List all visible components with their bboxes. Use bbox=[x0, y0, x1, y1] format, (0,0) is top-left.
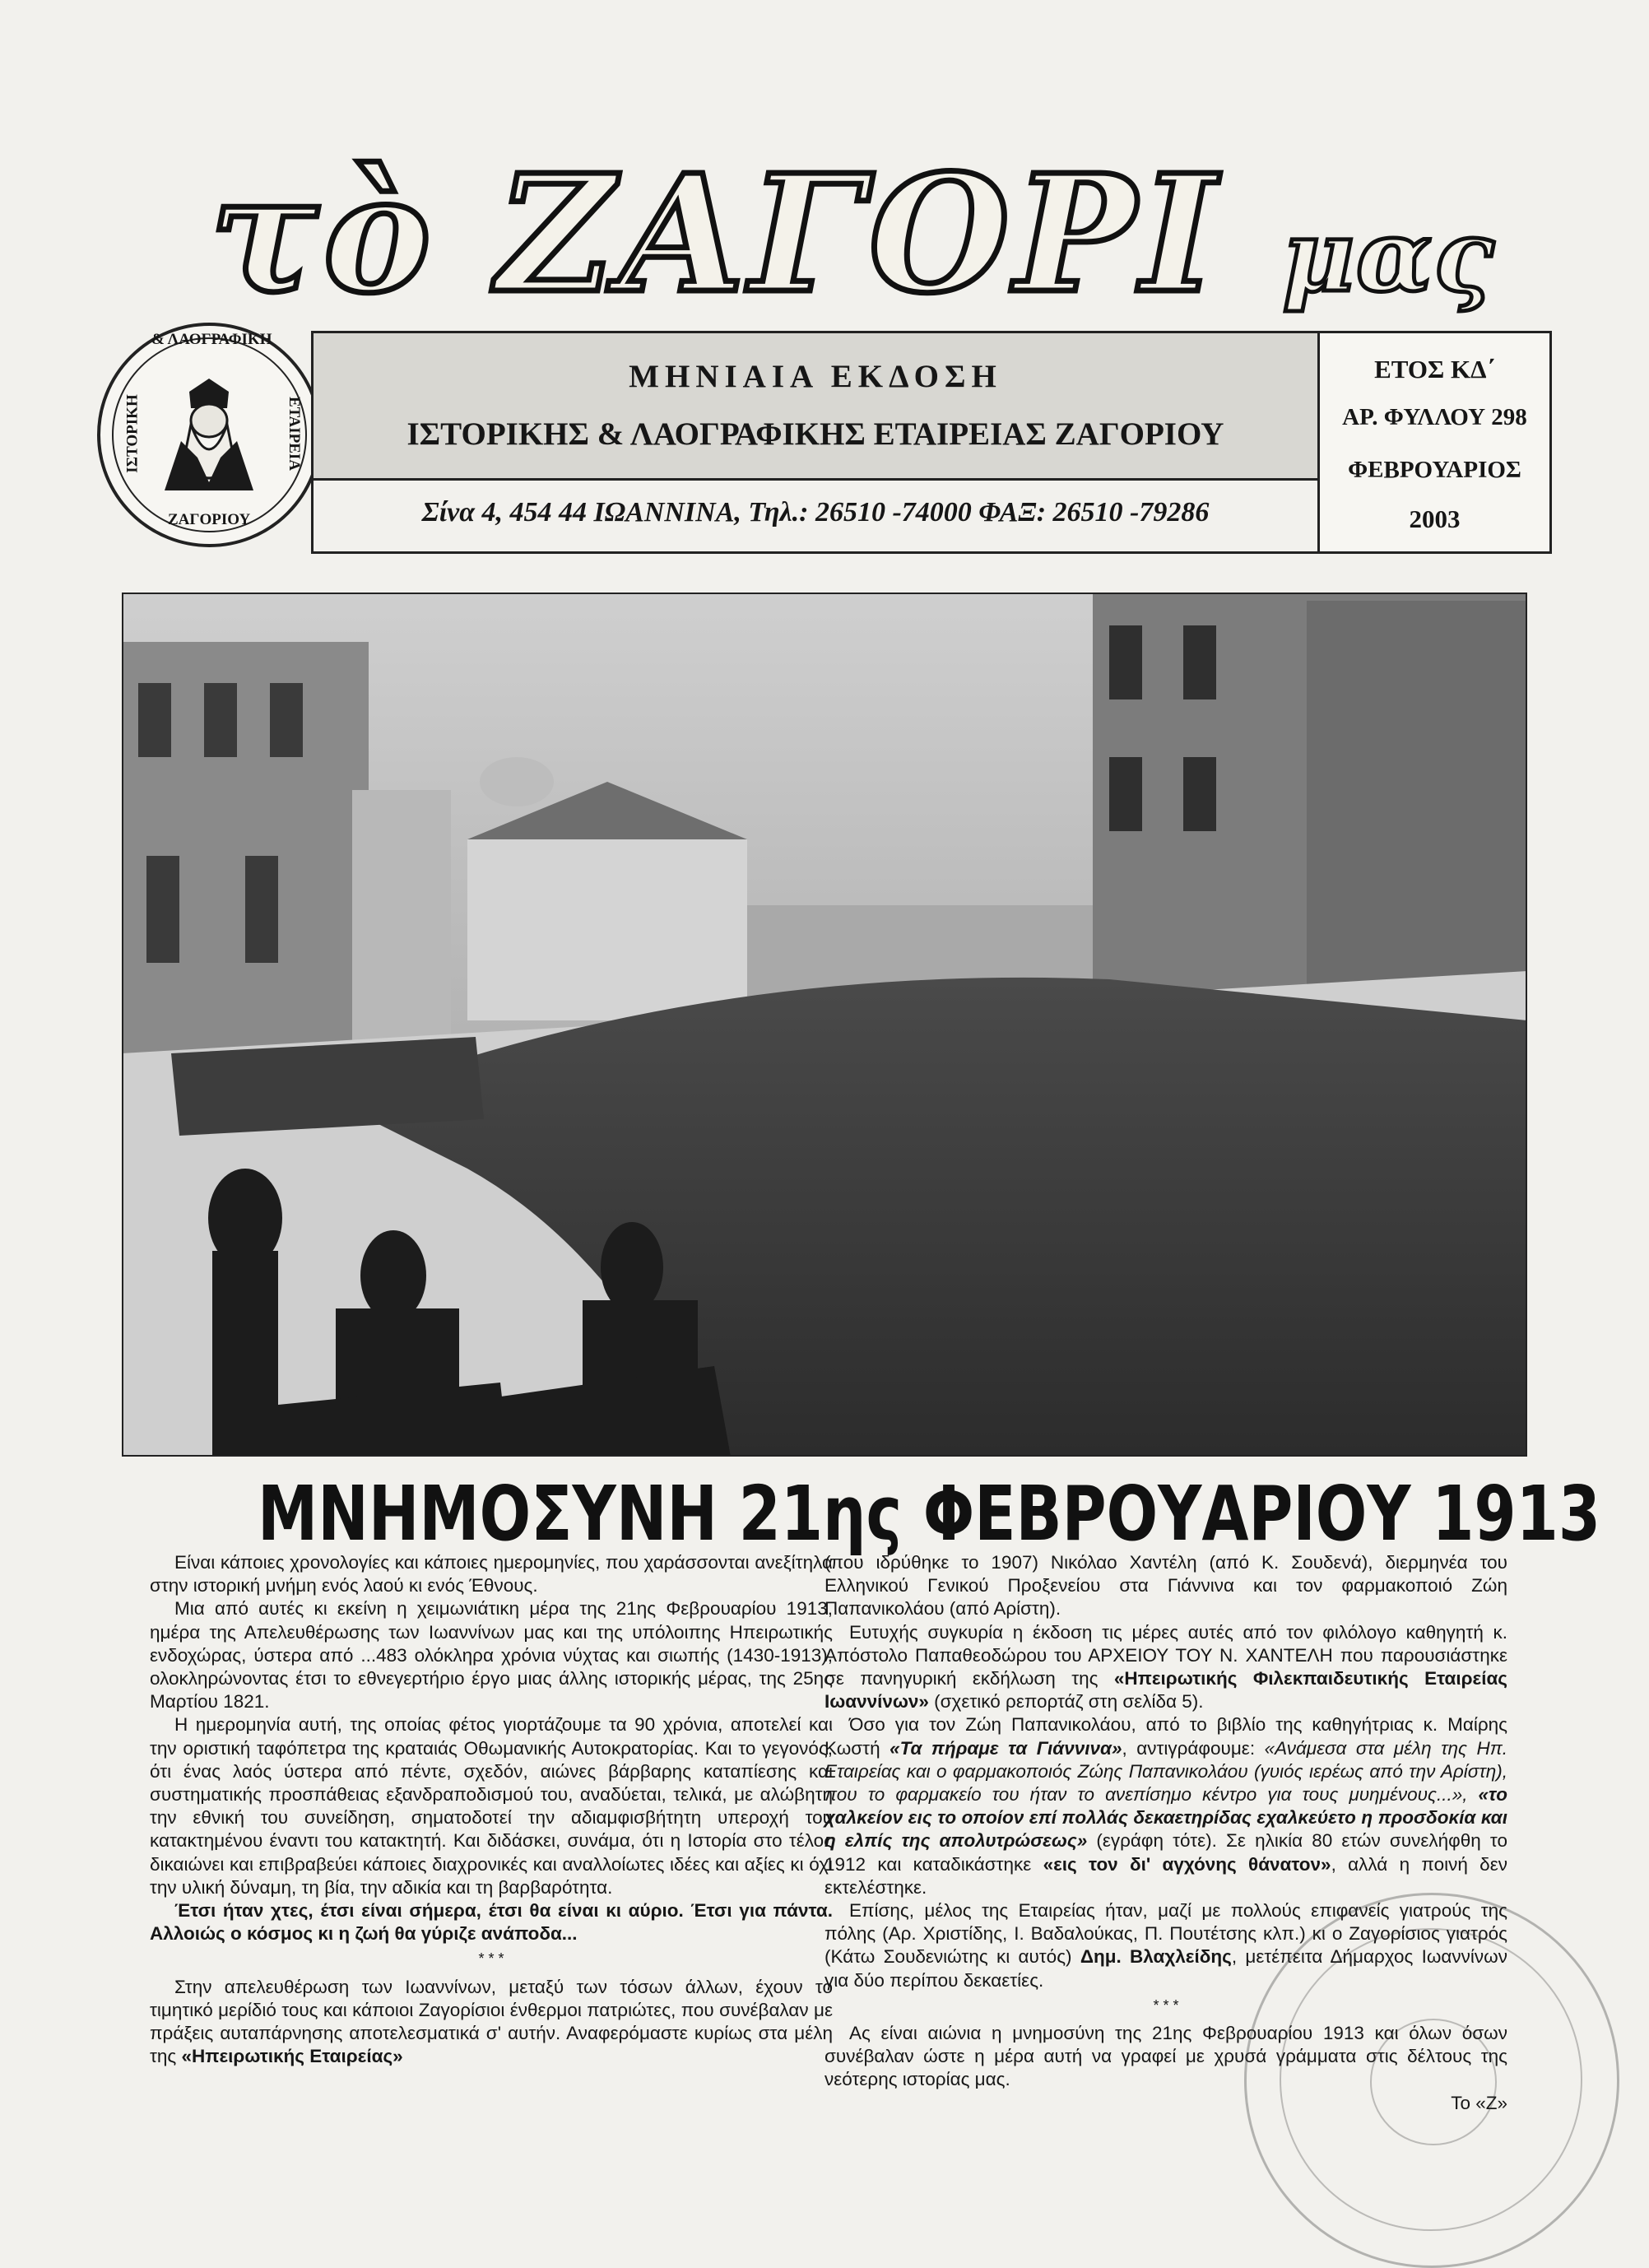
article-paragraph bbox=[824, 1713, 1507, 1899]
masthead-title-suffix: μας bbox=[1282, 198, 1496, 314]
masthead-title bbox=[210, 140, 1496, 329]
article-text-bold: «εις τον δι' αγχόνης θάνατον» bbox=[1043, 1853, 1331, 1875]
saint-figure-icon bbox=[156, 375, 262, 497]
logo-text-left: ΙΣΤΟΡΙΚΗ bbox=[123, 394, 142, 473]
issue-year: ΕΤΟΣ ΚΔ΄ bbox=[1374, 355, 1495, 383]
article-text: , μετέπειτα Δήμαρχος Ιωαννίνων για δύο περίπου δεκαετίες. bbox=[824, 1946, 1508, 1991]
historic-photo bbox=[122, 593, 1527, 1457]
society-logo bbox=[97, 323, 322, 547]
header-publication-info bbox=[314, 333, 1317, 478]
article-text: Επίσης, μέλος της Εταιρείας ήταν, μαζί με πολλούς επιφανείς γιατρούς της πόλης (Αρ. Χριστίδης, Ι. Βαδαλούκας, Π. Πουτέτσης κλπ.) κι ο Ζαγορίσιος γιατρός (Κάτω Σουδενιώτης κι αυτός) bbox=[824, 1900, 1507, 1968]
article-text-bold: «Ηπειρωτικής Φιλεκπαιδευτικής Εταιρείας Ιωαννίνων» bbox=[824, 1668, 1507, 1713]
article-text: Ευτυχής συγκυρία η έκδοση τις μέρες αυτές από τον φιλόλογο καθηγητή κ. Απόστολο Παπαθεοδώρου του ΑΡΧΕΙΟΥ ΤΟΥ Ν. ΧΑΝΤΕΛΗ που παρουσιάστηκε σε πανηγυρική εκδήλωση της bbox=[824, 1621, 1507, 1689]
monthly-edition-label: ΜΗΝΙΑΙΑ ΕΚΔΟΣΗ bbox=[629, 359, 1002, 394]
article-text: , αλλά η ποινή δεν εκτελέστηκε. bbox=[824, 1853, 1507, 1898]
article-paragraph bbox=[150, 1976, 833, 2069]
article-text: Στην απελευθέρωση των Ιωαννίνων, μεταξύ των τόσων άλλων, έχουν το τιμητικό μερίδιό τους και κάποιοι Ζαγορίσιοι ένθερμοι πατριώτες, που συνέβαλαν με πράξεις αυταπάρνησης αποτελεσματικά σ' αυτήν. Αναφερόμαστε κυρίως στα μέλη της bbox=[150, 1976, 833, 2067]
article-paragraph: Η ημερομηνία αυτή, της οποίας φέτος γιορτάζουμε τα 90 χρόνια, αποτελεί και την οριστική ταφόπετρα της κραταιάς Οθωμανικής Αυτοκρατορίας. Και το γεγονός, ότι ένας λαός ύστερα από πέντε, σχεδόν, αιώνες βάρβαρης καταπίεσης και συστηματικής προσπάθειας εξανδραποδισμού του, αναδύεται, τελικά, με αλώβητη την εθνική του συνείδηση, σηματοδοτεί την αδιαμφισβήτητη υπεροχή του κατακτημένου έναντι του κατακτητή. Και διδάσκει, συνάμα, ότι η Ιστορία στο τέλος δικαιώνει και επιβραβεύει κάποιες διαχρονικές και αναλλοίωτες ιδέες και αξίες κι όχι την υλική δύναμη, τη βία, την αδικία και τη βαρβαρότητα. bbox=[150, 1714, 833, 1898]
issue-number: ΑΡ. ΦΥΛΛΟΥ 298 bbox=[1342, 404, 1527, 430]
main-headline: ΜΝΗΜΟΣΥΝΗ 21ης ΦΕΒΡΟΥΑΡΙΟΥ 1913 bbox=[258, 1470, 1601, 1558]
contact-address: Σίνα 4, 454 44 ΙΩΑΝΝΙΝΑ, Τηλ.: 26510 -74000 ΦΑΞ: 26510 -79286 bbox=[421, 497, 1210, 527]
article-text: , αντιγράφουμε: bbox=[1122, 1737, 1265, 1759]
issue-year-number: 2003 bbox=[1409, 504, 1461, 533]
article-text: (σχετικό ρεπορτάζ στη σελίδα 5). bbox=[928, 1691, 1204, 1713]
article-text-bold: Δημ. Βλαχλείδης bbox=[1080, 1946, 1232, 1968]
logo-text-bottom: ΖΑΓΟΡΙΟΥ bbox=[168, 511, 251, 528]
article-text-bold: «Ηπειρωτικής Εταιρείας» bbox=[181, 2046, 403, 2067]
stamp-center-ring bbox=[1370, 2019, 1497, 2145]
issue-month: ΦΕΒΡΟΥΑΡΙΟΣ bbox=[1348, 457, 1521, 483]
society-name: ΙΣΤΟΡΙΚΗΣ & ΛΑΟΓΡΑΦΙΚΗΣ ΕΤΑΙΡΕΙΑΣ ΖΑΓΟΡΙΟΥ bbox=[406, 416, 1224, 452]
article-paragraph: (που ιδρύθηκε το 1907) Νικόλαο Χαντέλη (από Κ. Σουδενά), διερμηνέα του Ελληνικού Γενικού Προξενείου στα Γιάννινα και τον φαρμακοποιό Ζώη Παπανικολάου (από Αρίστη). bbox=[824, 1552, 1507, 1620]
society-stamp bbox=[1244, 1893, 1619, 2268]
header-address-row bbox=[314, 478, 1317, 551]
article-text: (εγράφη τότε). Σε ηλικία 80 ετών συνελήφθη το 1912 και καταδικάστηκε bbox=[824, 1830, 1507, 1875]
article-paragraph: Είναι κάποιες χρονολογίες και κάποιες ημερομηνίες, που χαράσσονται ανεξίτηλα στην ιστορική μνήμη ενός λαού κι ενός Έθνους. bbox=[150, 1552, 833, 1596]
section-divider: * * * bbox=[478, 1950, 504, 1968]
masthead-title-main: τὸ ΖΑΓΟΡΙ bbox=[210, 140, 1221, 329]
article-signature: Το «Ζ» bbox=[1451, 2092, 1507, 2113]
section-divider: * * * bbox=[1153, 1996, 1179, 2014]
article-text-bold-italic: «Τα πήραμε τα Γιάννινα» bbox=[890, 1737, 1122, 1759]
article-paragraph: Μια από αυτές κι εκείνη η χειμωνιάτικη μέρα της 21ης Φεβρουαρίου 1913, ημέρα της Απελευθέρωσης των Ιωαννίνων μας και της υπόλοιπης Ηπειρωτικής ενδοχώρας, ύστερα από ...483 ολόκληρα χρόνια νύχτας και σιωπής (1430-1913), ολοκληρώνοντας έτσι το εθνεγερτήριο έργο μιας άλλης ιστορικής μέρας, της 25ης Μαρτίου 1821. bbox=[150, 1598, 833, 1713]
article-column-left bbox=[150, 1551, 833, 2068]
issue-info bbox=[1317, 333, 1549, 551]
logo-text-right: ΕΤΑΙΡΕΙΑ bbox=[286, 396, 304, 472]
article-text-italic: «Ανάμεσα στα μέλη της Ηπ. Εταιρείας και ο φαρμακοποιός Ζώης Παπανικολάου (γυιός ιερέως από την Αρίστη), που το φαρμακείο του ήταν το ανεπίσημο κέντρο για τους μυημένους...», bbox=[824, 1737, 1508, 1806]
article-emphasis-paragraph: Έτσι ήταν χτες, έτσι είναι σήμερα, έτσι θα είναι κι αύριο. Έτσι για πάντα. Αλλοιώς ο κόσμος κι η ζωή θα γύριζε ανάποδα... bbox=[150, 1900, 833, 1945]
article-text-bold-italic: «το χαλκείον εις το οποίον επί πολλάς δεκαετηρίδας εχαλκεύετο η προσδοκία και η ελπίς της απολυτρώσεως» bbox=[824, 1784, 1507, 1852]
logo-text-top: & ΛΑΟΓΡΑΦΙΚΗ bbox=[151, 331, 272, 348]
header-box bbox=[311, 331, 1552, 554]
article-paragraph: Ας είναι αιώνια η μνημοσύνη της 21ης Φεβρουαρίου 1913 και όλων όσων συνέβαλαν ώστε η μέρα αυτή να γραφεί με χρυσά γράμματα στις δέλτους της νεότερης ιστορίας μας. bbox=[824, 2023, 1507, 2090]
photo-illustration bbox=[122, 593, 1527, 1457]
article-text: Όσο για τον Ζώη Παπανικολάου, από το βιβλίο της καθηγήτριας κ. Μαίρης Κωστή bbox=[824, 1714, 1507, 1759]
article-paragraph bbox=[824, 1621, 1507, 1714]
